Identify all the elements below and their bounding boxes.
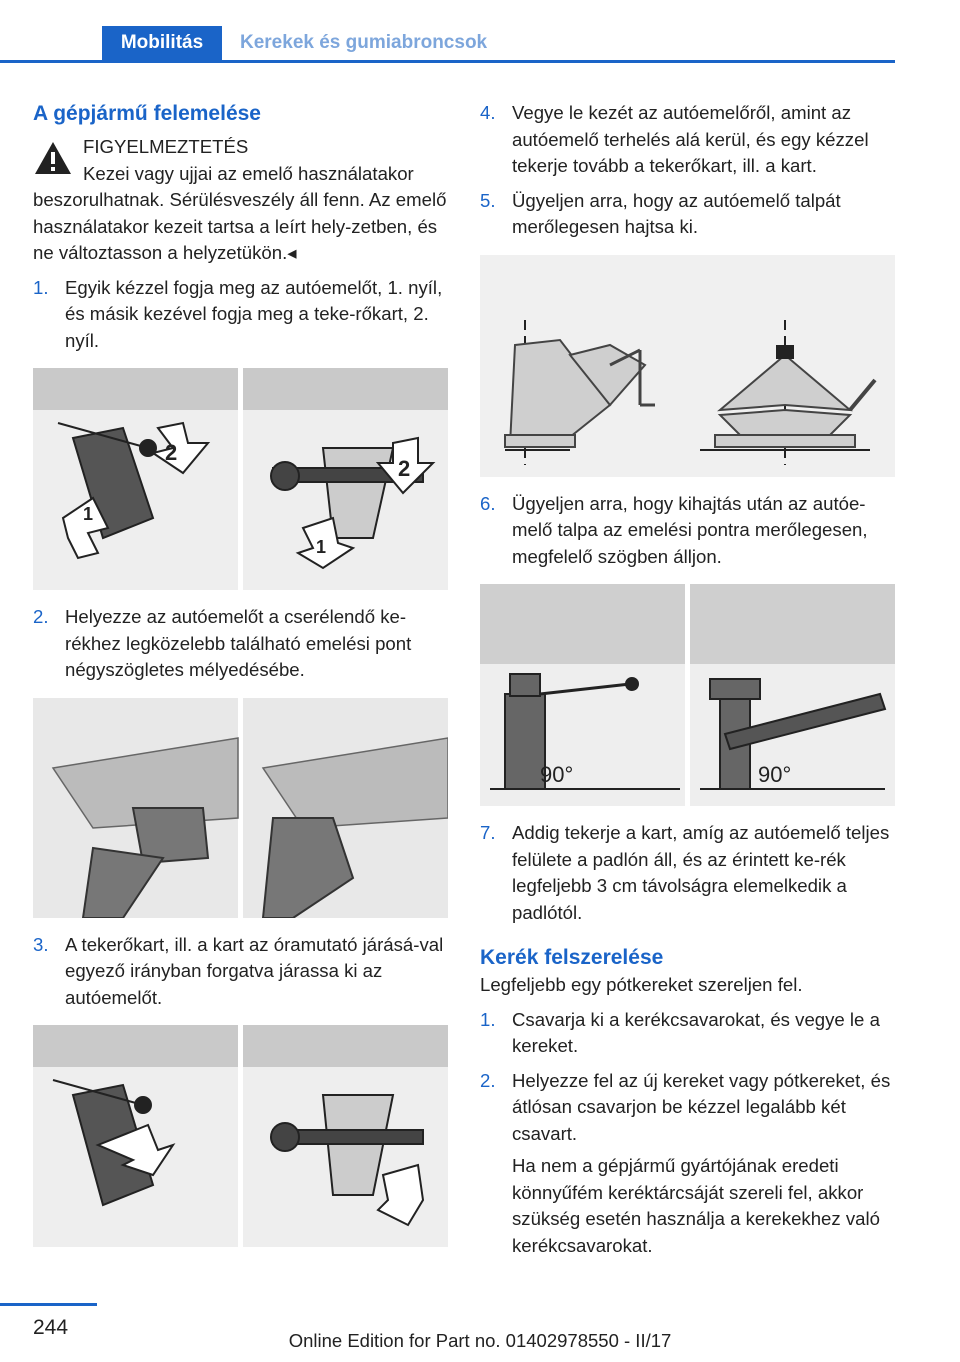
step-number: 3. bbox=[33, 933, 49, 955]
page-header bbox=[0, 0, 960, 62]
step-2 bbox=[33, 604, 448, 684]
jack-angle-illustration bbox=[480, 584, 895, 806]
figure-jack-placement bbox=[33, 698, 448, 918]
step-number: 6. bbox=[480, 492, 496, 514]
footer-rule bbox=[0, 1303, 97, 1306]
jack-placement-illustration bbox=[33, 698, 448, 918]
jack-grip-illustration bbox=[33, 368, 448, 590]
step-text: Addig tekerje a kart, amíg az autóemelő teljes felülete a padlón áll, és az érintett ke-rék legfeljebb 3 cm távolságra elemelkedik a padlótól. bbox=[512, 822, 890, 923]
step-text: Vegye le kezét az autóemelőről, amint az autóemelő terhelés alá kerül, és egy kézzel tekerje tovább a tekerőkart, ill. a kart. bbox=[512, 102, 869, 176]
mount-step-2 bbox=[480, 1068, 895, 1148]
step-number: 5. bbox=[480, 189, 496, 211]
angle-label: 90° bbox=[540, 762, 574, 787]
right-column bbox=[480, 100, 895, 1259]
arrow-label: 1 bbox=[316, 537, 327, 557]
subsection-tab: Kerekek és gumiabroncsok bbox=[240, 32, 488, 53]
section-heading: A gépjármű felemelése bbox=[33, 102, 261, 125]
step-number: 7. bbox=[480, 822, 496, 843]
step-5 bbox=[480, 188, 895, 241]
step-number: 4. bbox=[480, 102, 496, 123]
step-text: Csavarja ki a kerékcsavarokat, és vegye le a kereket. bbox=[512, 1008, 880, 1056]
warning-block bbox=[33, 134, 448, 267]
mount-note: Ha nem a gépjármű gyártójának eredeti könnyűfém keréktárcsáját szereli fel, akkor szükség esetén használja a kerekekhez való kerékcsavarokat. bbox=[512, 1155, 880, 1256]
step-7 bbox=[480, 820, 895, 926]
arrow-label: 2 bbox=[398, 456, 411, 481]
step-number: 1. bbox=[33, 276, 49, 298]
step-text: Helyezze az autóemelőt a cserélendő ke-rékhez legközelebb található emelési pont négyszögletes mélyedésébe. bbox=[65, 606, 412, 680]
edition-text: Online Edition for Part no. 01402978550 - II/17 bbox=[288, 1330, 672, 1351]
step-text: Ügyeljen arra, hogy kihajtás után az autóe-melő talpa az emelési pontra merőlegesen, megfelelő szögben álljon. bbox=[512, 492, 868, 567]
step-text: Egyik kézzel fogja meg az autóemelőt, 1. nyíl, és másik kezével fogja meg a teke-rőkart, 2. nyíl. bbox=[65, 276, 443, 351]
warning-text: Kezei vagy ujjai az emelő használatakor beszorulhatnak. Sérülésveszély áll fenn. Az emelő használatakor kezeit tartsa a leírt hely-zetben, és ne változtasson a helyzetükön.◂ bbox=[33, 162, 447, 263]
figure-jack-angle bbox=[480, 584, 895, 806]
arrow-label: 2 bbox=[165, 440, 178, 465]
section-heading-2: Kerék felszerelése bbox=[480, 946, 664, 969]
jack-crank-illustration bbox=[33, 1025, 448, 1247]
warning-title: FIGYELMEZTETÉS bbox=[83, 136, 249, 157]
section-tab: Mobilitás bbox=[102, 26, 222, 60]
step-text: Ügyeljen arra, hogy az autóemelő talpát merőlegesen hajtsa ki. bbox=[512, 189, 841, 237]
arrow-label: 1 bbox=[83, 504, 94, 524]
mount-step-1 bbox=[480, 1007, 895, 1060]
step-text: Helyezze fel az új kereket vagy pótkereket, és átlósan csavarjon be kézzel legalább két csavart. bbox=[512, 1069, 891, 1144]
step-1 bbox=[33, 275, 448, 355]
step-number: 1. bbox=[480, 1008, 496, 1030]
figure-jack-grip bbox=[33, 368, 448, 590]
angle-label: 90° bbox=[758, 762, 792, 787]
step-6 bbox=[480, 491, 895, 571]
step-text: A tekerőkart, ill. a kart az óramutató járásá-val egyező irányban forgatva járassa ki az autóemelőt. bbox=[65, 933, 444, 1008]
step-4 bbox=[480, 100, 895, 180]
step-number: 2. bbox=[33, 606, 49, 627]
left-column bbox=[33, 100, 448, 1261]
header-rule bbox=[0, 60, 895, 63]
step-3 bbox=[33, 932, 448, 1012]
page-number: 244 bbox=[33, 1316, 69, 1339]
step-number: 2. bbox=[480, 1069, 496, 1091]
figure-jack-foot bbox=[480, 255, 895, 477]
jack-foot-illustration bbox=[480, 255, 895, 477]
figure-jack-crank bbox=[33, 1025, 448, 1247]
section-intro: Legfeljebb egy pótkereket szereljen fel. bbox=[480, 974, 803, 995]
warning-icon bbox=[33, 140, 73, 176]
